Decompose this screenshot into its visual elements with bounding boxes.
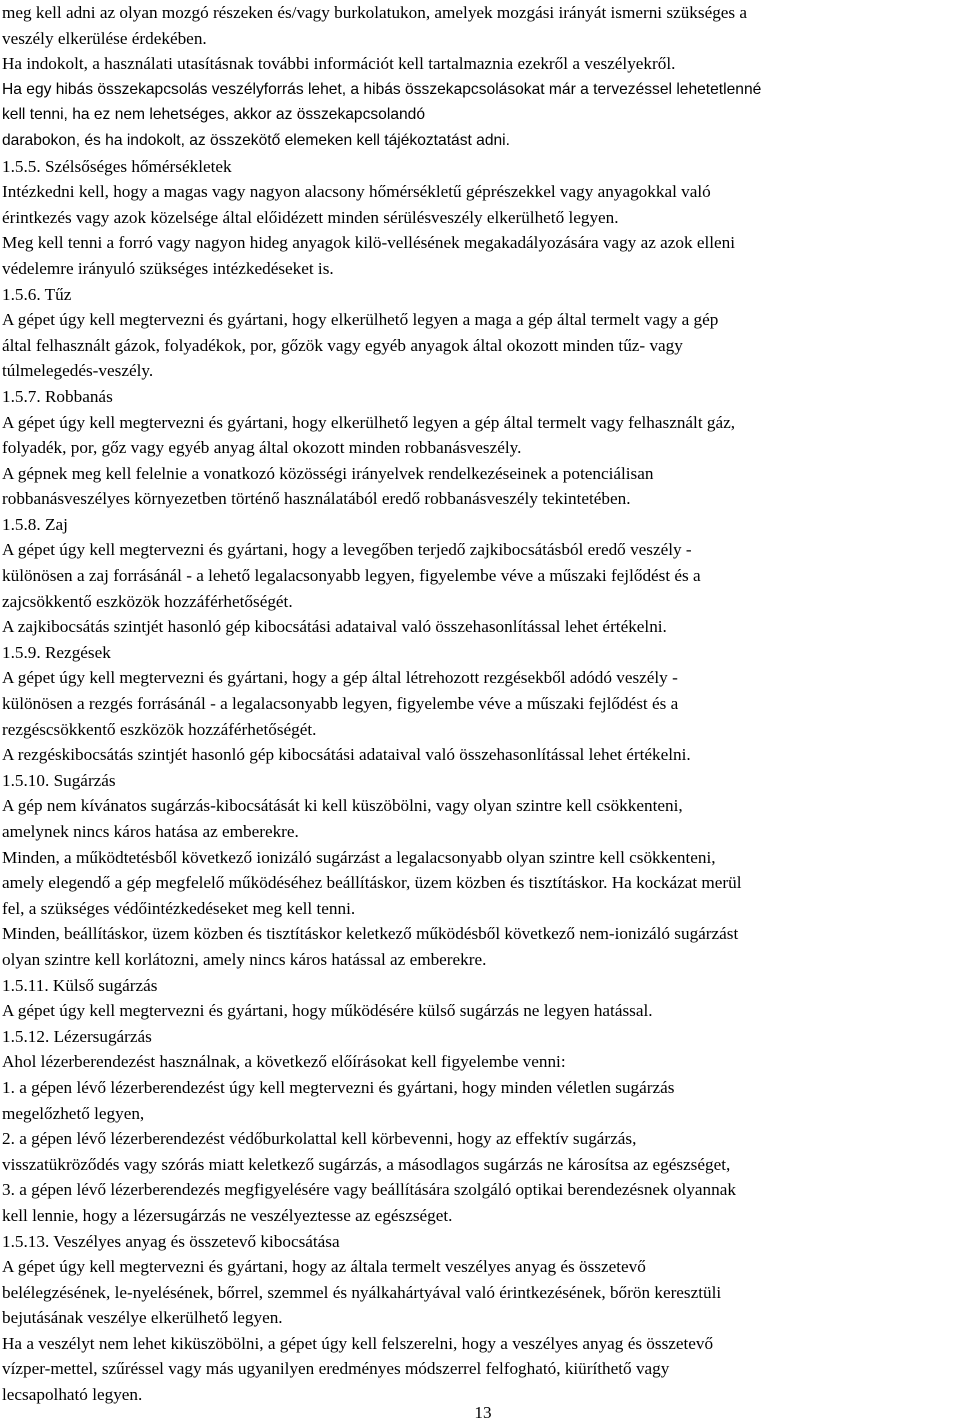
text-line: A zajkibocsátás szintjét hasonló gép kibocsátási adataival való összehasonlítással lehet értékelni. <box>2 617 667 637</box>
list-item: 2. a gépen lévő lézerberendezést védőburkolattal kell körbevenni, hogy az effektív sugárzás, <box>2 1129 637 1149</box>
text-line: Intézkedni kell, hogy a magas vagy nagyon alacsony hőmérsékletű géprészekkel vagy anyagokkal való <box>2 182 711 202</box>
text-line: vízper-mettel, szűréssel vagy más ugyanilyen eredményes módszerrel felfogható, kiüríthető vagy <box>2 1359 670 1379</box>
list-item: 1. a gépen lévő lézerberendezést úgy kell megtervezni és gyártani, hogy minden véletlen sugárzás <box>2 1077 675 1097</box>
text-line: olyan szintre kell korlátozni, amely nincs káros hatással az emberekre. <box>2 949 487 969</box>
text-line: robbanásveszélyes környezetben történő használatából eredő robbanásveszély tekintetében. <box>2 489 631 509</box>
text-line: bejutásának veszélye elkerülhető legyen. <box>2 1308 283 1328</box>
text-line: A gép nem kívánatos sugárzás-kibocsátását ki kell küszöbölni, vagy olyan szintre kell csökkenteni, <box>2 796 683 816</box>
text-line: különösen a rezgés forrásánál - a legalacsonyabb legyen, figyelembe véve a műszaki fejlődést és a <box>2 694 679 714</box>
page-number: 13 <box>474 1403 492 1422</box>
text-line: Ha egy hibás összekapcsolás veszélyforrás lehet, a hibás összekapcsolásokat már a tervezéssel lehetetlenné <box>2 80 762 98</box>
text-line: amelynek nincs káros hatása az emberekre. <box>2 822 299 841</box>
text-line: visszatükröződés vagy szórás miatt keletkező sugárzás, a másodlagos sugárzás ne károsítsa az egészséget, <box>2 1154 731 1174</box>
section-heading: 1.5.8. Zaj <box>2 514 68 534</box>
text-line: A gépet úgy kell megtervezni és gyártani, hogy a gép által létrehozott rezgésekből adódó veszély - <box>2 668 678 688</box>
text-line: rezgéscsökkentő eszközök hozzáférhetőségét. <box>2 719 317 739</box>
text-line: A gépet úgy kell megtervezni és gyártani, hogy elkerülhető legyen a maga a gép által termelt vagy a gép <box>2 310 719 330</box>
text-line: által felhasznált gázok, folyadékok, por, gőzök vagy egyéb anyagok által okozott minden tűz- vagy <box>2 335 683 355</box>
text-line: lecsapolható legyen. <box>2 1385 143 1405</box>
text-line: kell tenni, ha ez nem lehetséges, akkor az összekapcsolandó <box>2 106 426 124</box>
text-line: megelőzhető legyen, <box>2 1103 145 1123</box>
text-line: kell lennie, hogy a lézersugárzás ne veszélyeztesse az egészséget. <box>2 1205 453 1225</box>
text-line: Minden, a működtetésből következő ionizáló sugárzást a legalacsonyabb olyan szintre kell csökkenteni, <box>2 847 716 867</box>
text-line: folyadék, por, gőz vagy egyéb anyag által okozott minden robbanásveszély. <box>2 438 522 458</box>
text-line: Minden, beállításkor, üzem közben és tisztításkor keletkező működésből következő nem-ionizáló sugárzást <box>2 924 739 944</box>
text-line: veszély elkerülése érdekében. <box>2 28 207 48</box>
text-line: Ha a veszélyt nem lehet kiküszöbölni, a gépet úgy kell felszerelni, hogy a veszélyes anyag és összetevő <box>2 1333 714 1353</box>
text-line: érintkezés vagy azok közelsége által előidézett minden sérülésveszély elkerülhető legyen. <box>2 207 619 227</box>
text-line: darabokon, és ha indokolt, az összekötő elemeken kell tájékoztatást adni. <box>2 131 510 149</box>
text-line: túlmelegedés-veszély. <box>2 361 154 381</box>
text-line: A gépet úgy kell megtervezni és gyártani, hogy a levegőben terjedő zajkibocsátásból eredő veszély - <box>2 540 692 560</box>
text-line: belélegzésének, le-nyelésének, bőrrel, szemmel és nyálkahártyával való érintkezésének, bőrön keresztüli <box>2 1282 722 1302</box>
section-heading: 1.5.5. Szélsőséges hőmérsékletek <box>2 156 232 176</box>
text-line: fel, a szükséges védőintézkedéseket meg kell tenni. <box>2 898 356 918</box>
text-line: védelemre irányuló szükséges intézkedéseket is. <box>2 258 334 278</box>
text-line: A gépnek meg kell felelnie a vonatkozó közösségi irányelvek rendelkezéseinek a potenciálisan <box>2 463 654 483</box>
section-heading: 1.5.12. Lézersugárzás <box>2 1026 152 1046</box>
text-line: Meg kell tenni a forró vagy nagyon hideg anyagok kilö-vellésének megakadályozására vagy az azok elleni <box>2 233 736 253</box>
text-line: különösen a zaj forrásánál - a lehető legalacsonyabb legyen, figyelembe véve a műszaki fejlődést és a <box>2 566 701 586</box>
text-line: A gépet úgy kell megtervezni és gyártani, hogy működésére külső sugárzás ne legyen hatással. <box>2 1001 653 1021</box>
section-heading: 1.5.7. Robbanás <box>2 386 113 406</box>
text-line: zajcsökkentő eszközök hozzáférhetőségét. <box>2 591 293 611</box>
document-page <box>2 0 952 1408</box>
list-item: 3. a gépen lévő lézerberendezés megfigyelésére vagy beállítására szolgáló optikai berendezésnek olyannak <box>2 1180 736 1200</box>
section-heading: 1.5.10. Sugárzás <box>2 770 116 790</box>
text-line: A gépet úgy kell megtervezni és gyártani, hogy elkerülhető legyen a gép által termelt vagy felhasznált gáz, <box>2 412 736 432</box>
section-heading: 1.5.6. Tűz <box>2 284 72 304</box>
text-line: A rezgéskibocsátás szintjét hasonló gép kibocsátási adataival való összehasonlítással lehet értékelni. <box>2 745 691 765</box>
text-line: Ahol lézerberendezést használnak, a következő előírásokat kell figyelembe venni: <box>2 1052 566 1072</box>
section-heading: 1.5.13. Veszélyes anyag és összetevő kibocsátása <box>2 1231 340 1251</box>
text-line: A gépet úgy kell megtervezni és gyártani, hogy az általa termelt veszélyes anyag és összetevő <box>2 1257 646 1277</box>
section-heading: 1.5.9. Rezgések <box>2 642 111 662</box>
text-line: amely elegendő a gép megfelelő működéséhez beállításkor, üzem közben és tisztításkor. Ha kockázat merül <box>2 873 742 893</box>
text-line: Ha indokolt, a használati utasításnak további információt kell tartalmaznia ezekről a veszélyekről. <box>2 54 676 74</box>
text-line: meg kell adni az olyan mozgó részeken és/vagy burkolatukon, amelyek mozgási irányát ismerni szükséges a <box>2 3 748 22</box>
section-heading: 1.5.11. Külső sugárzás <box>2 975 158 995</box>
